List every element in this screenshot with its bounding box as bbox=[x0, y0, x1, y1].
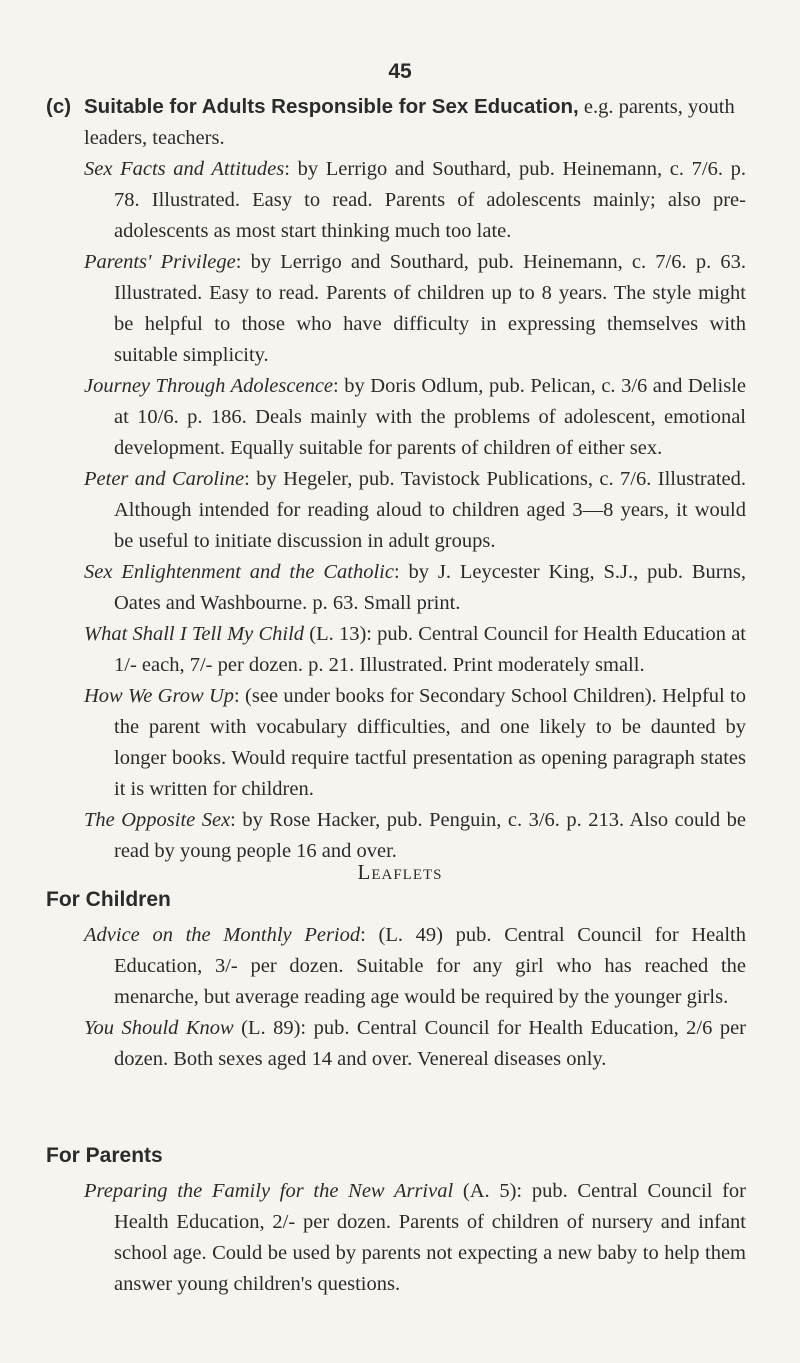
list-item bbox=[84, 154, 746, 247]
list-item bbox=[84, 371, 746, 464]
section-adults bbox=[46, 91, 746, 867]
book-title: What Shall I Tell My Child bbox=[84, 623, 305, 645]
leaflet-description: : (L. 49) pub. Central Council for Health Education, 3/- per dozen. Suitable for any girl who has reached the menarche, but average reading age would be required by the younger girls. bbox=[114, 924, 747, 1008]
for-parents-heading: For Parents bbox=[46, 1144, 163, 1167]
book-description: : by Lerrigo and Southard, pub. Heinemann, c. 7/6. p. 63. Illustrated. Easy to read. Parents of children up to 8 years. The style might be helpful to those who have difficulty in expressing themselves with suitable simplicity. bbox=[114, 251, 746, 366]
book-title: Parents' Privilege bbox=[84, 251, 236, 273]
book-title: The Opposite Sex bbox=[84, 809, 231, 831]
list-item bbox=[84, 619, 746, 681]
list-item bbox=[84, 1013, 746, 1075]
list-item bbox=[84, 681, 746, 805]
book-title: Sex Facts and Attitudes bbox=[84, 158, 285, 180]
book-description: : by Doris Odlum, pub. Pelican, c. 3/6 and Delisle at 10/6. p. 186. Deals mainly with the problems of adolescent, emotional development. Equally suitable for parents of children of either sex. bbox=[114, 375, 746, 459]
section-label: (c) bbox=[46, 95, 72, 118]
for-children-list bbox=[84, 920, 746, 1075]
list-item bbox=[84, 247, 746, 371]
book-description: : by Rose Hacker, pub. Penguin, c. 3/6. p. 213. Also could be read by young people 16 and over. bbox=[114, 809, 746, 862]
list-item bbox=[84, 920, 746, 1013]
for-children-heading: For Children bbox=[46, 888, 171, 911]
for-parents-list bbox=[84, 1176, 746, 1300]
leaflet-title: Preparing the Family for the New Arrival bbox=[84, 1180, 454, 1202]
book-title: Journey Through Adolescence bbox=[84, 375, 334, 397]
book-title: Peter and Caroline bbox=[84, 468, 245, 490]
book-description: (L. 13): pub. Central Council for Health Education at 1/- each, 7/- per dozen. p. 21. Illustrated. Print moderately small. bbox=[114, 623, 747, 676]
book-description: : by Lerrigo and Southard, pub. Heinemann, c. 7/6. p. 78. Illustrated. Easy to read. Parents of adolescents mainly; also pre-adolescents as most start thinking much too late. bbox=[114, 158, 746, 242]
leaflet-title: Advice on the Monthly Period bbox=[84, 924, 361, 946]
section-subtitle: e.g. parents, youth leaders, teachers. bbox=[84, 96, 735, 149]
leaflet-description: (A. 5): pub. Central Council for Health Education, 2/- per dozen. Parents of children of nursery and infant school age. Could be used by parents not expecting a new baby to help them answer young children's questions. bbox=[114, 1180, 747, 1295]
section-title: Suitable for Adults Responsible for Sex Education, bbox=[84, 95, 579, 118]
leaflet-description: (L. 89): pub. Central Council for Health Education, 2/6 per dozen. Both sexes aged 14 and over. Venereal diseases only. bbox=[114, 1017, 747, 1070]
section-heading bbox=[46, 91, 746, 154]
book-title: How We Grow Up bbox=[84, 685, 235, 707]
leaflets-heading: Leaflets bbox=[357, 860, 443, 884]
book-title: Sex Enlightenment and the Catholic bbox=[84, 561, 394, 583]
book-description: : by Hegeler, pub. Tavistock Publications, c. 7/6. Illustrated. Although intended for reading aloud to children aged 3—8 years, it would be useful to initiate discussion in adult groups. bbox=[114, 468, 746, 552]
page-number: 45 bbox=[388, 60, 412, 83]
book-description: : by J. Leycester King, S.J., pub. Burns, Oates and Washbourne. p. 63. Small print. bbox=[114, 561, 746, 614]
list-item bbox=[84, 464, 746, 557]
book-description: : (see under books for Secondary School Children). Helpful to the parent with vocabulary difficulties, and one likely to be daunted by longer books. Would require tactful presentation as opening paragraph states it is written for children. bbox=[114, 685, 747, 800]
list-item bbox=[84, 1176, 746, 1300]
leaflet-title: You Should Know bbox=[84, 1017, 234, 1039]
list-item bbox=[84, 557, 746, 619]
list-item bbox=[84, 805, 746, 867]
